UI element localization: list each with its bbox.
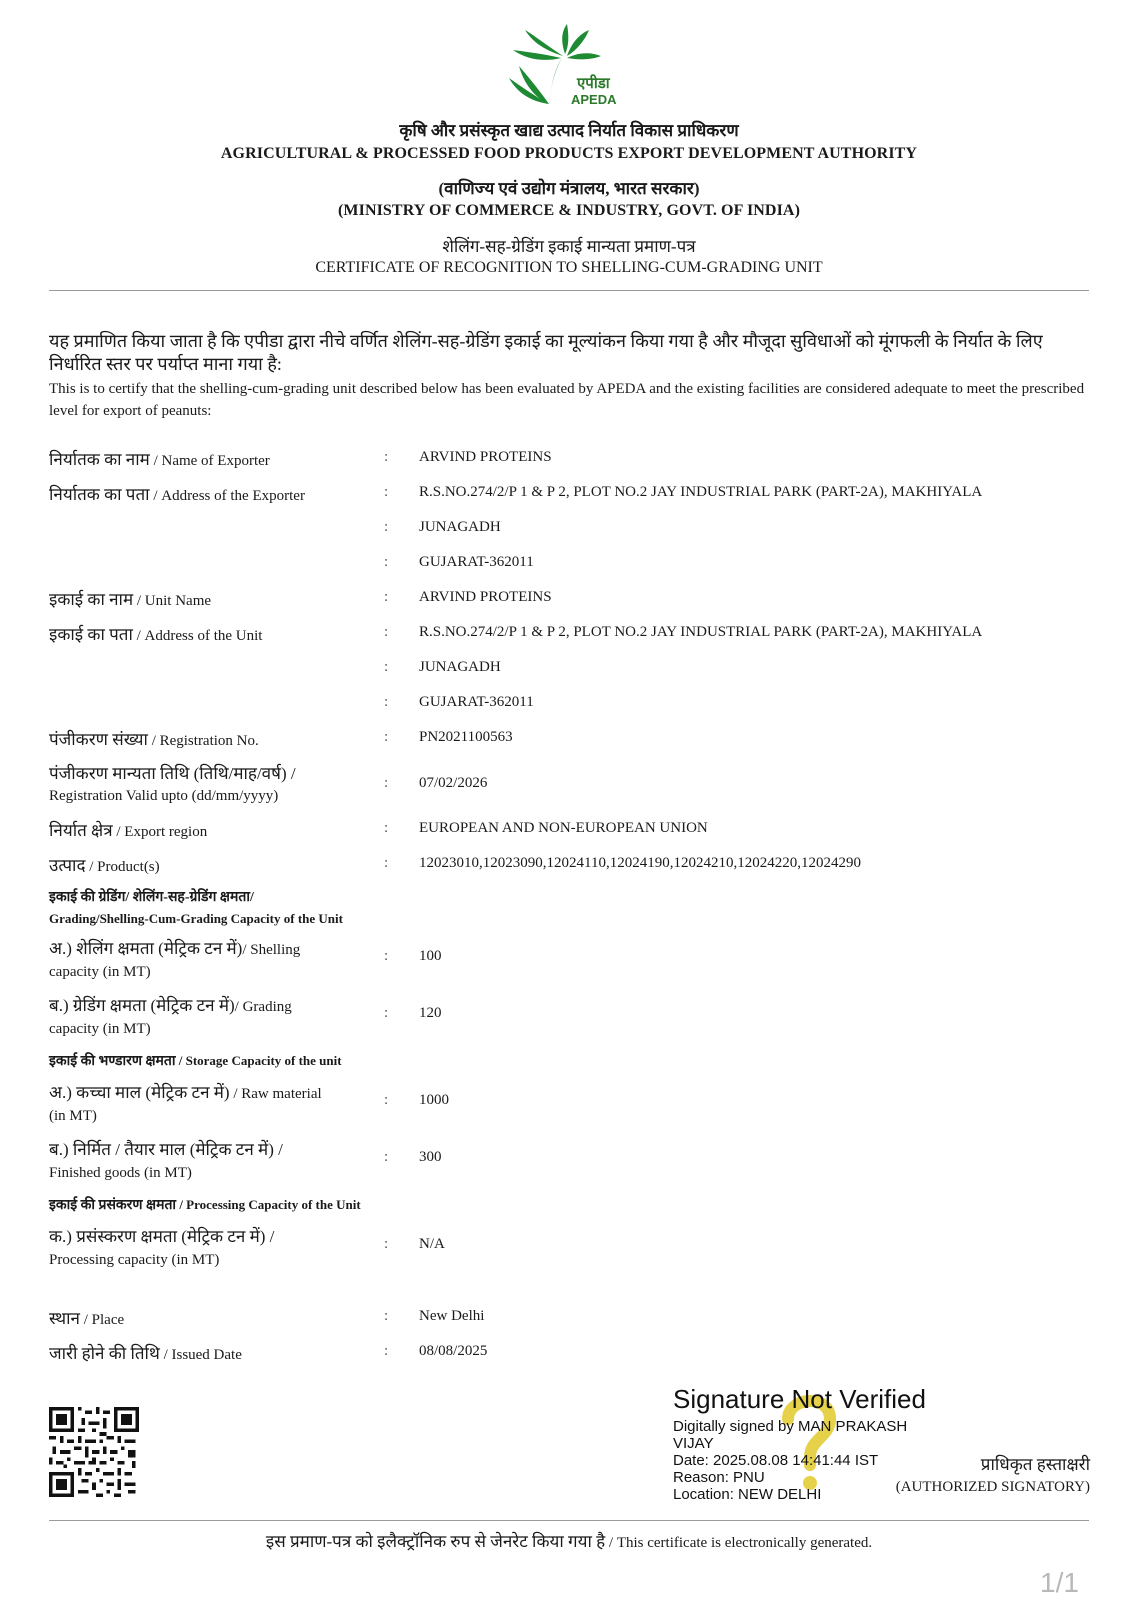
org-name-hindi: कृषि और प्रसंस्कृत खाद्य उत्पाद निर्यात विकास प्राधिकरण <box>399 121 739 140</box>
ministry-hindi: (वाणिज्य एवं उद्योग मंत्रालय, भारत सरकार) <box>438 179 700 198</box>
grading-section-hi: इकाई की ग्रेडिंग/ शेलिंग-सह-ग्रेडिंग क्षमता/ <box>49 890 254 905</box>
grading-label-en1: / Grading <box>234 999 292 1015</box>
exporter-name-value: ARVIND PROTEINS <box>419 449 552 465</box>
footer-divider <box>49 1520 1089 1521</box>
footer-note-hi: इस प्रमाण-पत्र को इलैक्ट्रॉनिक रुप से जेनरेट किया गया है <box>265 1532 606 1551</box>
logo-english-text: APEDA <box>571 92 617 107</box>
signature-reason: Reason: PNU <box>673 1469 765 1486</box>
intro-hindi: यह प्रमाणित किया जाता है कि एपीडा द्वारा नीचे वर्णित शेलिंग-सह-ग्रेडिंग इकाई का मूल्यांकन किया गया है और मौजूदा सुविधाओं को मूंगफली के निर्यात के लिए निर्धारित स्तर पर पर्याप्त माना गया है: <box>49 331 1043 374</box>
grading-label-hi: ब.) ग्रेडिंग क्षमता (मेट्रिक टन में) <box>49 996 235 1015</box>
processing-section-hi: इकाई की प्रसंकरण क्षमता <box>49 1198 177 1213</box>
footer-note <box>0 1529 1138 1552</box>
unit-address-line2: JUNAGADH <box>419 659 501 675</box>
processing-section-en: / Processing Capacity of the Unit <box>176 1197 361 1212</box>
place-value: New Delhi <box>419 1308 485 1324</box>
registration-no-value: PN2021100563 <box>419 729 513 745</box>
unit-address-line3: GUJARAT-362011 <box>419 694 534 710</box>
footer-note-en: / This certificate is electronically generated. <box>605 1535 873 1551</box>
intro-english: This is to certify that the shelling-cum-grading unit described below has been evaluated by APEDA and the existing facilities are considered adequate to meet the prescribed level for export of peanuts: <box>49 381 1085 419</box>
header-divider <box>49 290 1089 291</box>
cert-title-english: CERTIFICATE OF RECOGNITION TO SHELLING-CUM-GRADING UNIT <box>315 259 823 276</box>
raw-material-value: 1000 <box>419 1092 449 1108</box>
valid-upto-label-hi: पंजीकरण मान्यता तिथि (तिथि/माह/वर्ष) / <box>49 764 296 783</box>
signature-status: Signature Not Verified <box>673 1384 926 1414</box>
products-label-hi: उत्पाद <box>49 856 86 875</box>
export-region-label-hi: निर्यात क्षेत्र <box>49 821 113 840</box>
valid-upto-label-en: Registration Valid upto (dd/mm/yyyy) <box>49 788 279 804</box>
processing-label-en2: Processing capacity (in MT) <box>49 1252 220 1268</box>
export-region-label-en: / Export region <box>112 824 208 840</box>
unit-address-label-en: / Address of the Unit <box>132 628 263 644</box>
page-number: 1/1 <box>1040 1567 1079 1598</box>
shelling-label-en2: capacity (in MT) <box>49 964 151 980</box>
shelling-label-hi: अ.) शेलिंग क्षमता (मेट्रिक टन में) <box>49 939 243 958</box>
signature-date: Date: 2025.08.08 14:41:44 IST <box>673 1452 879 1469</box>
storage-section-heading <box>49 1050 342 1072</box>
exporter-address-line2: JUNAGADH <box>419 519 501 535</box>
intro-block <box>49 330 1089 422</box>
exporter-address-label-en: / Address of the Exporter <box>149 488 305 504</box>
grading-section-heading <box>49 887 343 929</box>
signature-signed-by: Digitally signed by MAN PRAKASH <box>673 1418 908 1435</box>
signature-signer-cont: VIJAY <box>673 1435 714 1452</box>
logo-hindi-text: एपीडा <box>577 74 610 92</box>
finished-goods-value: 300 <box>419 1149 442 1165</box>
qr-code <box>49 1407 139 1497</box>
issued-date-label-hi: जारी होने की तिथि <box>49 1344 160 1363</box>
storage-section-hi: इकाई की भण्डारण क्षमता <box>49 1054 176 1069</box>
raw-material-label-hi: अ.) कच्चा माल (मेट्रिक टन में) <box>49 1083 230 1102</box>
issued-date-value: 08/08/2025 <box>419 1343 488 1359</box>
authorized-signatory-hi: प्राधिकृत हस्ताक्षरी <box>980 1455 1090 1474</box>
shelling-label-en1: / Shelling <box>242 942 301 958</box>
raw-material-label-en2: (in MT) <box>49 1108 97 1124</box>
signature-location: Location: NEW DELHI <box>673 1486 822 1503</box>
grading-label-en2: capacity (in MT) <box>49 1021 151 1037</box>
shelling-capacity-value: 100 <box>419 948 442 964</box>
raw-material-label-en1: / Raw material <box>229 1086 322 1102</box>
authorized-signatory <box>865 1453 1090 1499</box>
place-label-hi: स्थान <box>49 1309 80 1328</box>
unit-address-line1: R.S.NO.274/2/P 1 & P 2, PLOT NO.2 JAY INDUSTRIAL PARK (PART-2A), MAKHIYALA <box>419 624 983 640</box>
grading-capacity-value: 120 <box>419 1005 442 1021</box>
registration-no-label-hi: पंजीकरण संख्या <box>49 730 148 749</box>
unit-name-value: ARVIND PROTEINS <box>419 589 552 605</box>
processing-section-heading <box>49 1194 361 1216</box>
unit-name-label-hi: इकाई का नाम <box>49 590 134 609</box>
place-label-en: / Place <box>79 1312 125 1328</box>
products-label-en: / Product(s) <box>85 859 160 875</box>
exporter-name-label-en: / Name of Exporter <box>149 453 270 469</box>
products-value: 12023010,12023090,12024110,12024190,12024210,12024220,12024290 <box>419 855 861 871</box>
issued-date-label-en: / Issued Date <box>159 1347 242 1363</box>
finished-goods-label-hi: ब.) निर्मित / तैयार माल (मेट्रिक टन में) / <box>49 1140 283 1159</box>
processing-capacity-value: N/A <box>419 1236 445 1252</box>
storage-section-en: / Storage Capacity of the unit <box>175 1053 342 1068</box>
exporter-address-line3: GUJARAT-362011 <box>419 554 534 570</box>
registration-no-label-en: / Registration No. <box>147 733 259 749</box>
export-region-value: EUROPEAN AND NON-EUROPEAN UNION <box>419 820 708 836</box>
grading-section-en: Grading/Shelling-Cum-Grading Capacity of the Unit <box>49 911 343 926</box>
exporter-address-line1: R.S.NO.274/2/P 1 & P 2, PLOT NO.2 JAY INDUSTRIAL PARK (PART-2A), MAKHIYALA <box>419 484 983 500</box>
valid-upto-value: 07/02/2026 <box>419 775 488 791</box>
exporter-address-label-hi: निर्यातक का पता <box>49 485 150 504</box>
org-name-english: AGRICULTURAL & PROCESSED FOOD PRODUCTS EXPORT DEVELOPMENT AUTHORITY <box>220 145 918 162</box>
finished-goods-label-en2: Finished goods (in MT) <box>49 1165 192 1181</box>
unit-address-label-hi: इकाई का पता <box>49 625 133 644</box>
authorized-signatory-en: (AUTHORIZED SIGNATORY) <box>895 1479 1090 1495</box>
unit-name-label-en: / Unit Name <box>133 593 212 609</box>
exporter-name-label-hi: निर्यातक का नाम <box>49 450 150 469</box>
apeda-logo <box>505 22 635 112</box>
processing-label-hi: क.) प्रसंस्करण क्षमता (मेट्रिक टन में) / <box>49 1227 275 1246</box>
ministry-english: (MINISTRY OF COMMERCE & INDUSTRY, GOVT. OF INDIA) <box>337 202 800 219</box>
cert-title-hindi: शेलिंग-सह-ग्रेडिंग इकाई मान्यता प्रमाण-पत्र <box>442 237 696 256</box>
